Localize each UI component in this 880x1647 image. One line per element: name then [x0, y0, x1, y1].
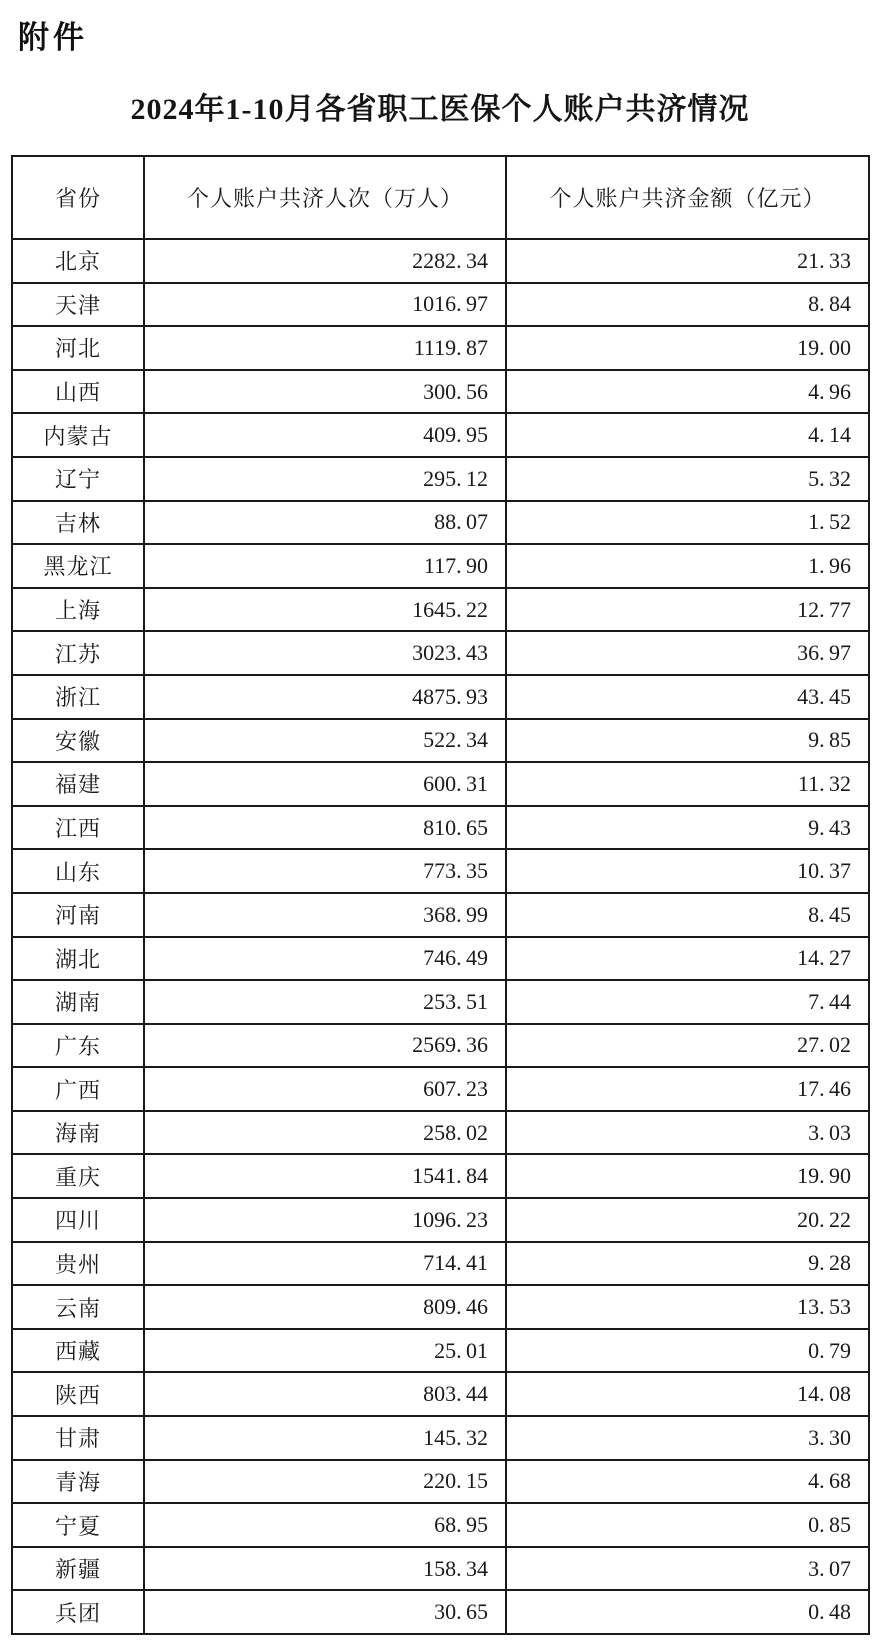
province-cell: 陕西 — [12, 1372, 144, 1416]
table-row — [12, 239, 869, 283]
table-row — [12, 1547, 869, 1591]
table-row — [12, 849, 869, 893]
amount-cell: 1. 96 — [506, 544, 869, 588]
person-times-cell: 2282. 34 — [144, 239, 506, 283]
amount-cell: 4. 14 — [506, 413, 869, 457]
province-cell: 天津 — [12, 283, 144, 327]
province-cell: 江西 — [12, 806, 144, 850]
page-title: 2024年1-10月各省职工医保个人账户共济情况 — [130, 93, 750, 126]
province-cell: 福建 — [12, 762, 144, 806]
person-times-cell: 30. 65 — [144, 1590, 506, 1634]
table-row — [12, 326, 869, 370]
person-times-cell: 258. 02 — [144, 1111, 506, 1155]
table-row — [12, 544, 869, 588]
table-row — [12, 719, 869, 763]
amount-cell: 9. 85 — [506, 719, 869, 763]
table-body — [12, 239, 869, 1634]
amount-cell: 20. 22 — [506, 1198, 869, 1242]
column-header-province: 省份 — [12, 156, 144, 239]
person-times-cell: 810. 65 — [144, 806, 506, 850]
person-times-cell: 68. 95 — [144, 1503, 506, 1547]
person-times-cell: 409. 95 — [144, 413, 506, 457]
person-times-cell: 1119. 87 — [144, 326, 506, 370]
province-cell: 海南 — [12, 1111, 144, 1155]
province-cell: 湖南 — [12, 980, 144, 1024]
amount-cell: 8. 84 — [506, 283, 869, 327]
table-row — [12, 806, 869, 850]
amount-cell: 43. 45 — [506, 675, 869, 719]
province-cell: 北京 — [12, 239, 144, 283]
province-cell: 西藏 — [12, 1329, 144, 1373]
amount-cell: 0. 48 — [506, 1590, 869, 1634]
table-row — [12, 980, 869, 1024]
person-times-cell: 600. 31 — [144, 762, 506, 806]
province-cell: 广西 — [12, 1067, 144, 1111]
table-row — [12, 1416, 869, 1460]
table-row — [12, 762, 869, 806]
person-times-cell: 607. 23 — [144, 1067, 506, 1111]
table-row — [12, 1590, 869, 1634]
table-row — [12, 1242, 869, 1286]
amount-cell: 36. 97 — [506, 631, 869, 675]
amount-cell: 4. 96 — [506, 370, 869, 414]
table-row — [12, 937, 869, 981]
table-row — [12, 631, 869, 675]
person-times-cell: 714. 41 — [144, 1242, 506, 1286]
table-row — [12, 413, 869, 457]
amount-cell: 14. 27 — [506, 937, 869, 981]
person-times-cell: 4875. 93 — [144, 675, 506, 719]
table-row — [12, 1198, 869, 1242]
province-cell: 广东 — [12, 1024, 144, 1068]
amount-cell: 13. 53 — [506, 1285, 869, 1329]
province-cell: 吉林 — [12, 501, 144, 545]
amount-cell: 7. 44 — [506, 980, 869, 1024]
table-row — [12, 1024, 869, 1068]
province-cell: 兵团 — [12, 1590, 144, 1634]
amount-cell: 9. 28 — [506, 1242, 869, 1286]
province-cell: 贵州 — [12, 1242, 144, 1286]
province-cell: 安徽 — [12, 719, 144, 763]
amount-cell: 27. 02 — [506, 1024, 869, 1068]
amount-cell: 12. 77 — [506, 588, 869, 632]
table-row — [12, 457, 869, 501]
amount-cell: 14. 08 — [506, 1372, 869, 1416]
amount-cell: 10. 37 — [506, 849, 869, 893]
province-cell: 内蒙古 — [12, 413, 144, 457]
table-row — [12, 370, 869, 414]
column-header-person-times: 个人账户共济人次（万人） — [144, 156, 506, 239]
province-cell: 湖北 — [12, 937, 144, 981]
person-times-cell: 746. 49 — [144, 937, 506, 981]
amount-cell: 1. 52 — [506, 501, 869, 545]
province-cell: 浙江 — [12, 675, 144, 719]
province-cell: 新疆 — [12, 1547, 144, 1591]
table-row — [12, 1154, 869, 1198]
province-cell: 青海 — [12, 1460, 144, 1504]
table-row — [12, 501, 869, 545]
table-header — [12, 156, 869, 239]
province-cell: 辽宁 — [12, 457, 144, 501]
table-row — [12, 893, 869, 937]
province-cell: 云南 — [12, 1285, 144, 1329]
table-row — [12, 675, 869, 719]
amount-cell: 3. 30 — [506, 1416, 869, 1460]
amount-cell: 0. 79 — [506, 1329, 869, 1373]
person-times-cell: 300. 56 — [144, 370, 506, 414]
amount-cell: 17. 46 — [506, 1067, 869, 1111]
province-cell: 河北 — [12, 326, 144, 370]
person-times-cell: 809. 46 — [144, 1285, 506, 1329]
person-times-cell: 1096. 23 — [144, 1198, 506, 1242]
amount-cell: 21. 33 — [506, 239, 869, 283]
amount-cell: 4. 68 — [506, 1460, 869, 1504]
amount-cell: 5. 32 — [506, 457, 869, 501]
table-row — [12, 588, 869, 632]
person-times-cell: 295. 12 — [144, 457, 506, 501]
person-times-cell: 158. 34 — [144, 1547, 506, 1591]
province-cell: 黑龙江 — [12, 544, 144, 588]
table-header-row — [12, 156, 869, 239]
person-times-cell: 2569. 36 — [144, 1024, 506, 1068]
province-cell: 宁夏 — [12, 1503, 144, 1547]
person-times-cell: 1645. 22 — [144, 588, 506, 632]
province-cell: 江苏 — [12, 631, 144, 675]
person-times-cell: 773. 35 — [144, 849, 506, 893]
amount-cell: 3. 03 — [506, 1111, 869, 1155]
province-cell: 山西 — [12, 370, 144, 414]
amount-cell: 8. 45 — [506, 893, 869, 937]
province-cell: 重庆 — [12, 1154, 144, 1198]
person-times-cell: 1016. 97 — [144, 283, 506, 327]
person-times-cell: 1541. 84 — [144, 1154, 506, 1198]
table-row — [12, 1111, 869, 1155]
table-row — [12, 283, 869, 327]
amount-cell: 11. 32 — [506, 762, 869, 806]
amount-cell: 19. 90 — [506, 1154, 869, 1198]
province-cell: 四川 — [12, 1198, 144, 1242]
person-times-cell: 117. 90 — [144, 544, 506, 588]
table-row — [12, 1285, 869, 1329]
amount-cell: 19. 00 — [506, 326, 869, 370]
person-times-cell: 220. 15 — [144, 1460, 506, 1504]
person-times-cell: 3023. 43 — [144, 631, 506, 675]
amount-cell: 3. 07 — [506, 1547, 869, 1591]
province-cell: 上海 — [12, 588, 144, 632]
province-cell: 河南 — [12, 893, 144, 937]
person-times-cell: 368. 99 — [144, 893, 506, 937]
province-cell: 甘肃 — [12, 1416, 144, 1460]
table-row — [12, 1372, 869, 1416]
table-row — [12, 1067, 869, 1111]
amount-cell: 9. 43 — [506, 806, 869, 850]
attachment-label: 附件 — [18, 20, 88, 55]
table-row — [12, 1329, 869, 1373]
amount-cell: 0. 85 — [506, 1503, 869, 1547]
column-header-amount: 个人账户共济金额（亿元） — [506, 156, 869, 239]
person-times-cell: 803. 44 — [144, 1372, 506, 1416]
person-times-cell: 25. 01 — [144, 1329, 506, 1373]
person-times-cell: 88. 07 — [144, 501, 506, 545]
person-times-cell: 522. 34 — [144, 719, 506, 763]
provinces-data-table — [11, 155, 870, 1635]
person-times-cell: 145. 32 — [144, 1416, 506, 1460]
person-times-cell: 253. 51 — [144, 980, 506, 1024]
table-row — [12, 1460, 869, 1504]
table-row — [12, 1503, 869, 1547]
province-cell: 山东 — [12, 849, 144, 893]
